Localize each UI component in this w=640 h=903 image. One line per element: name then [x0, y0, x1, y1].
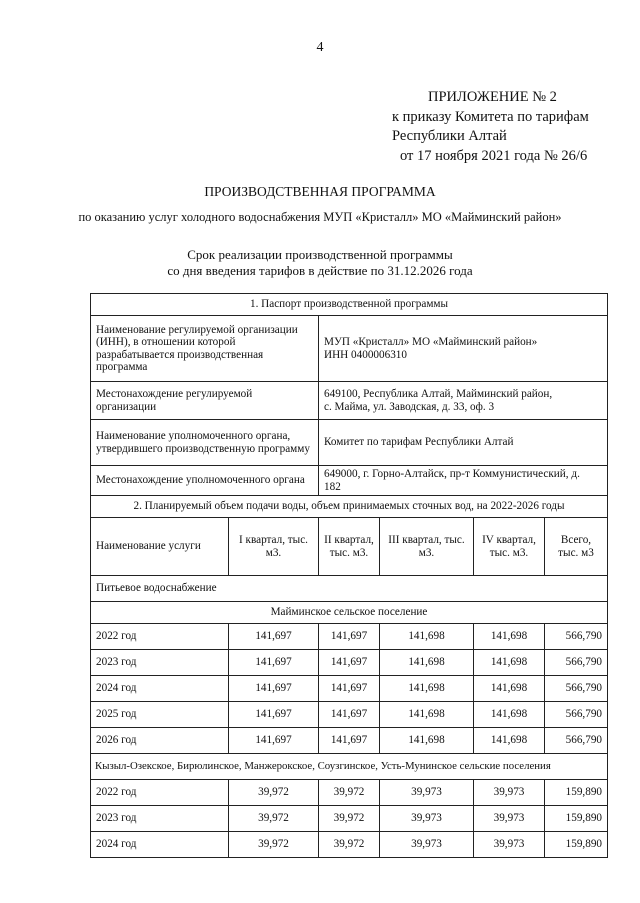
q3-cell: 141,698 — [380, 676, 474, 702]
passport-value-line: 649100, Республика Алтай, Майминский район, — [324, 388, 553, 400]
document-title — [0, 183, 640, 226]
q1-cell: 39,972 — [229, 780, 319, 806]
q1-cell: 39,972 — [229, 806, 319, 832]
title-main: ПРОИЗВОДСТВЕННАЯ ПРОГРАММА — [204, 184, 436, 199]
volume-heading: 2. Планируемый объем подачи воды, объем принимаемых сточных вод, на 2022-2026 годы — [91, 496, 608, 518]
passport-label: Наименование регулируемой организации (ИНН), в отношении которой разрабатывается производственная программа — [91, 316, 319, 382]
q2-cell: 141,697 — [319, 650, 380, 676]
q3-cell: 141,698 — [380, 650, 474, 676]
program-period — [0, 247, 640, 279]
passport-label: Местонахождение уполномоченного органа — [91, 466, 319, 496]
q2-cell: 141,697 — [319, 702, 380, 728]
column-header-total: Всего, тыс. м3 — [545, 518, 608, 576]
q3-cell: 141,698 — [380, 624, 474, 650]
passport-row — [91, 382, 608, 420]
passport-value-line: с. Майма, ул. Заводская, д. 33, оф. 3 — [324, 400, 495, 413]
passport-value — [319, 382, 608, 420]
q4-cell: 141,698 — [474, 728, 545, 754]
column-header-q3: III квартал, тыс. м3. — [380, 518, 474, 576]
table-row — [91, 676, 608, 702]
service-row — [91, 576, 608, 602]
year-cell: 2022 год — [91, 780, 229, 806]
q3-cell: 141,698 — [380, 702, 474, 728]
table-row — [91, 780, 608, 806]
total-cell: 566,790 — [545, 728, 608, 754]
title-subtitle: по оказанию услуг холодного водоснабжения МУП «Кристалл» МО «Майминский район» — [78, 210, 562, 224]
q2-cell: 39,972 — [319, 806, 380, 832]
q2-cell: 141,697 — [319, 624, 380, 650]
volume-heading-row — [91, 496, 608, 518]
service-name: Питьевое водоснабжение — [91, 576, 608, 602]
passport-value-line: 182 — [324, 480, 341, 493]
group-row — [91, 602, 608, 624]
page-number: 4 — [316, 40, 324, 55]
column-header-q4: IV квартал, тыс. м3. — [474, 518, 545, 576]
passport-heading: 1. Паспорт производственной программы — [91, 294, 608, 316]
total-cell: 159,890 — [545, 832, 608, 858]
appendix-order-ref: к приказу Комитета по тарифам — [392, 108, 589, 125]
table-row — [91, 650, 608, 676]
passport-row — [91, 316, 608, 382]
table-row — [91, 728, 608, 754]
total-cell: 159,890 — [545, 780, 608, 806]
year-cell: 2024 год — [91, 832, 229, 858]
year-cell: 2023 год — [91, 650, 229, 676]
passport-value-line: Комитет по тарифам Республики Алтай — [324, 436, 514, 449]
q4-cell: 141,698 — [474, 702, 545, 728]
q4-cell: 39,973 — [474, 832, 545, 858]
year-cell: 2024 год — [91, 676, 229, 702]
table-row — [91, 806, 608, 832]
total-cell: 566,790 — [545, 676, 608, 702]
q1-cell: 141,697 — [229, 650, 319, 676]
year-cell: 2022 год — [91, 624, 229, 650]
q2-cell: 39,972 — [319, 780, 380, 806]
passport-value — [319, 466, 608, 496]
q2-cell: 39,972 — [319, 832, 380, 858]
year-cell: 2025 год — [91, 702, 229, 728]
passport-value-line: 649000, г. Горно-Алтайск, пр-т Коммунистический, д. — [324, 468, 580, 480]
passport-value — [319, 420, 608, 466]
volume-header-row — [91, 518, 608, 576]
production-program-table — [90, 293, 608, 858]
table-row — [91, 832, 608, 858]
total-cell: 159,890 — [545, 806, 608, 832]
total-cell: 566,790 — [545, 624, 608, 650]
q2-cell: 141,697 — [319, 728, 380, 754]
passport-value-line: ИНН 0400006310 — [324, 348, 407, 361]
q3-cell: 39,973 — [380, 832, 474, 858]
appendix-republic: Республики Алтай — [392, 128, 507, 144]
period-line-2: со дня введения тарифов в действие по 31.12.2026 года — [167, 263, 473, 278]
q2-cell: 141,697 — [319, 676, 380, 702]
column-header-q2: II квартал, тыс. м3. — [319, 518, 380, 576]
group-row — [91, 754, 608, 780]
appendix-number: ПРИЛОЖЕНИЕ № 2 — [428, 89, 557, 105]
column-header-service: Наименование услуги — [91, 518, 229, 576]
passport-value — [319, 316, 608, 382]
q4-cell: 141,698 — [474, 676, 545, 702]
table-row — [91, 624, 608, 650]
passport-label: Наименование уполномоченного органа, утвердившего производственную программу — [91, 420, 319, 466]
passport-label: Местонахождение регулируемой организации — [91, 382, 319, 420]
passport-row — [91, 466, 608, 496]
appendix-date: от 17 ноября 2021 года № 26/6 — [400, 147, 588, 164]
q4-cell: 39,973 — [474, 806, 545, 832]
year-cell: 2023 год — [91, 806, 229, 832]
q3-cell: 141,698 — [380, 728, 474, 754]
passport-value-line: МУП «Кристалл» МО «Майминский район» — [324, 336, 538, 348]
q3-cell: 39,973 — [380, 806, 474, 832]
column-header-q1: I квартал, тыс. м3. — [229, 518, 319, 576]
passport-heading-row — [91, 294, 608, 316]
period-line-1: Срок реализации производственной программы — [187, 247, 453, 262]
table-row — [91, 702, 608, 728]
q1-cell: 141,697 — [229, 624, 319, 650]
q4-cell: 141,698 — [474, 650, 545, 676]
year-cell: 2026 год — [91, 728, 229, 754]
q3-cell: 39,973 — [380, 780, 474, 806]
q1-cell: 39,972 — [229, 832, 319, 858]
appendix-block — [392, 88, 589, 166]
q4-cell: 39,973 — [474, 780, 545, 806]
total-cell: 566,790 — [545, 650, 608, 676]
q1-cell: 141,697 — [229, 702, 319, 728]
group-name: Кызыл-Озекское, Бирюлинское, Манжерокское, Соузгинское, Усть-Мунинское сельские поселения — [91, 754, 608, 780]
group-name: Майминское сельское поселение — [91, 602, 608, 624]
passport-row — [91, 420, 608, 466]
total-cell: 566,790 — [545, 702, 608, 728]
q1-cell: 141,697 — [229, 676, 319, 702]
q1-cell: 141,697 — [229, 728, 319, 754]
q4-cell: 141,698 — [474, 624, 545, 650]
